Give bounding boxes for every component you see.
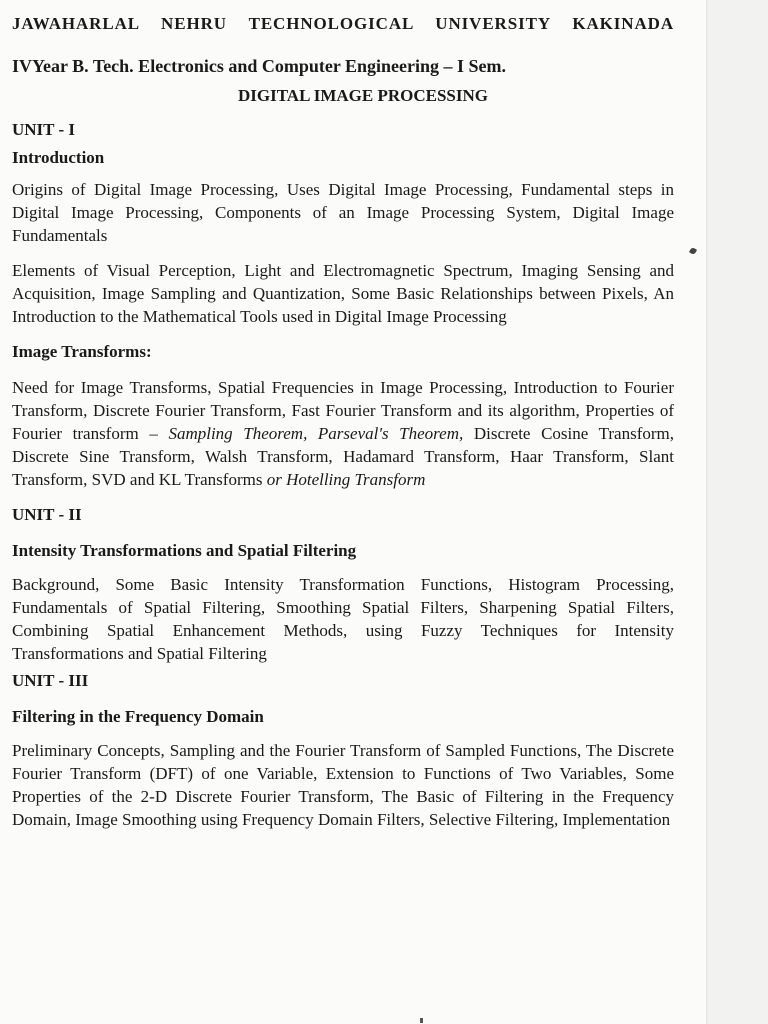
page-mark <box>420 1018 423 1023</box>
subject-title: DIGITAL IMAGE PROCESSING <box>237 86 488 105</box>
transforms-italic-2: or Hotelling Transform <box>266 470 426 489</box>
unit-1-title: UNIT - I <box>12 120 75 139</box>
unit-1-intro-paragraph-1: Origins of Digital Image Processing, Uses Digital Image Processing, Fundamental steps in Digital Image Processing, Components of an Image Processing System, Digital Image Fundamentals <box>12 180 674 245</box>
transforms-text-2: Discrete Cosine Transform, Discrete Sine Transform, Walsh Transform, Hadamard Transform, Haar Transform, Slant Transform, SVD and KL Transforms <box>12 424 674 489</box>
unit-1-intro-paragraph-2: Elements of Visual Perception, Light and Electromagnetic Spectrum, Imaging Sensing and Acquisition, Image Sampling and Quantization, Some Basic Relationships between Pixels, An Introduction to the Mathematical Tools used in Digital Image Processing <box>12 261 674 326</box>
transforms-italic-1: Sampling Theorem, Parseval's Theorem, <box>168 424 464 443</box>
unit-3-paragraph: Preliminary Concepts, Sampling and the Fourier Transform of Sampled Functions, The Discrete Fourier Transform (DFT) of one Variable, Extension to Functions of Two Variables, Some Properties of the 2-D Discrete Fourier Transform, The Basic of Filtering in the Frequency Domain, Image Smoothing using Frequency Domain Filters, Selective Filtering, Implementation <box>12 741 674 829</box>
course-title: IVYear B. Tech. Electronics and Computer Engineering – I Sem. <box>12 56 507 76</box>
unit-3-heading: Filtering in the Frequency Domain <box>12 707 264 726</box>
university-name: JAWAHARLAL NEHRU TECHNOLOGICAL UNIVERSITY KAKINADA <box>12 14 674 33</box>
syllabus-content <box>12 12 674 831</box>
unit-2-paragraph: Background, Some Basic Intensity Transformation Functions, Histogram Processing, Fundamentals of Spatial Filtering, Smoothing Spatial Filters, Sharpening Spatial Filters, Combining Spatial Enhancement Methods, using Fuzzy Techniques for Intensity Transformations and Spatial Filtering <box>12 575 674 663</box>
unit-3-title: UNIT - III <box>12 671 89 690</box>
unit-1-heading-introduction: Introduction <box>12 148 105 167</box>
unit-1-transforms-paragraph <box>12 376 674 491</box>
unit-1-heading-image-transforms: Image Transforms: <box>12 342 152 361</box>
unit-2-title: UNIT - II <box>12 505 82 524</box>
transforms-text-1: Need for Image Transforms, Spatial Frequencies in Image Processing, Introduction to Fourier Transform, Discrete Fourier Transform, Fast Fourier Transform and its algorithm, Properties of Fourier transform – <box>12 378 674 443</box>
unit-2-heading: Intensity Transformations and Spatial Filtering <box>12 541 357 560</box>
